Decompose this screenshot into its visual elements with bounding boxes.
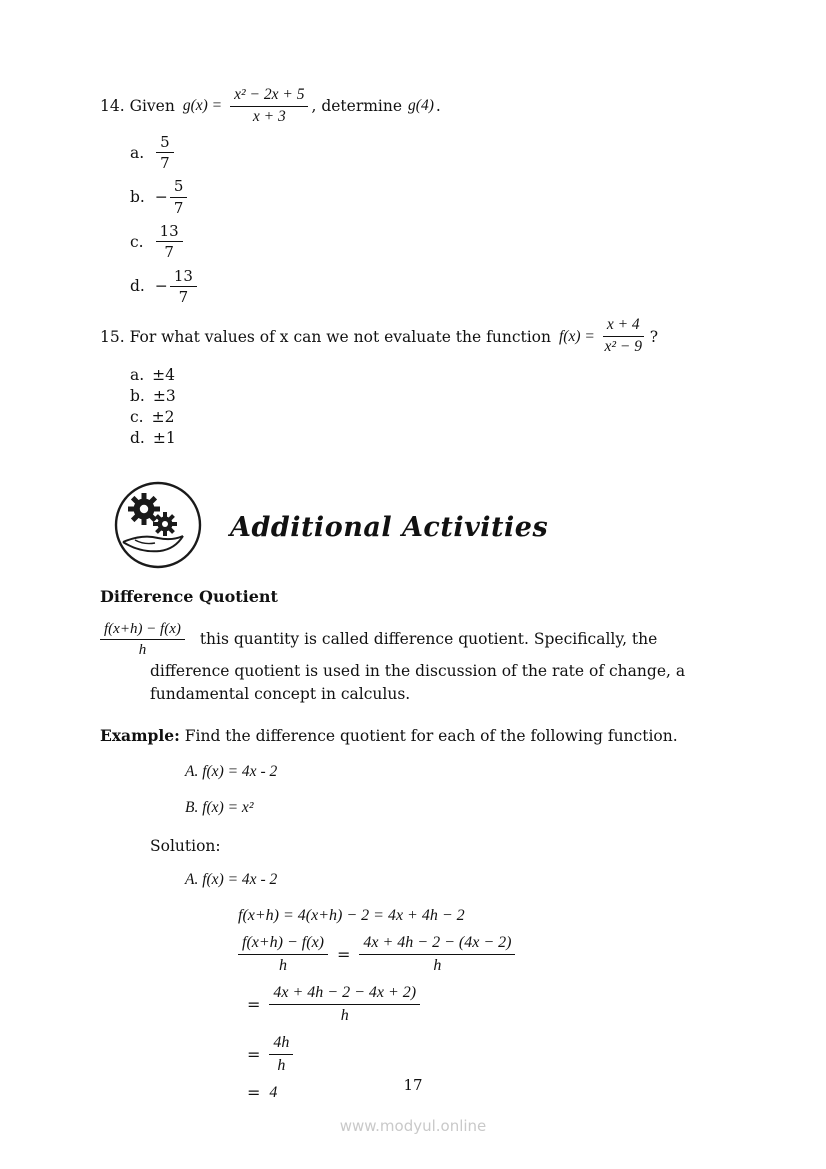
equals-sign: = [247, 1044, 261, 1064]
example-label: Example: [100, 726, 180, 746]
option-label: b. [130, 188, 145, 207]
option-value: ±2 [151, 408, 175, 426]
q14-prefix: 14. Given [100, 97, 175, 116]
fraction-numerator: 4x + 4h − 2 − (4x − 2) [359, 933, 515, 955]
difference-quotient-paragraph [104, 620, 734, 706]
q14-fraction [230, 86, 308, 127]
fraction-denominator: x² − 9 [604, 338, 643, 356]
example-item-a: A. f(x) = 4x - 2 [185, 763, 278, 781]
q14-mid-text: , determine [311, 97, 403, 116]
fraction-denominator: x + 3 [252, 107, 286, 125]
fraction-denominator: 7 [173, 198, 184, 217]
fraction-denominator: h [277, 1056, 286, 1074]
page-number: 17 [403, 1076, 423, 1094]
option-label: d. [130, 277, 145, 296]
option-label: b. [130, 387, 145, 405]
fraction-numerator: 4h [269, 1033, 293, 1055]
section-title: Additional Activities [230, 511, 549, 543]
option-fraction [170, 267, 197, 307]
difference-quotient-heading: Difference Quotient [100, 587, 278, 606]
derivation-line-2 [238, 933, 734, 975]
q14-option-b [130, 177, 734, 217]
option-fraction [156, 133, 174, 173]
solution-derivation [238, 907, 734, 1102]
additional-activities-header [100, 479, 734, 575]
q15-fraction [603, 316, 644, 357]
option-value: ±4 [152, 366, 176, 384]
derivation-line-3 [238, 983, 734, 1025]
q15-option-d [130, 428, 734, 449]
q14-option-d [130, 267, 734, 307]
option-value: ±1 [152, 429, 176, 447]
fraction-numerator: 5 [156, 133, 174, 153]
option-sign: − [154, 277, 168, 296]
q15-option-a [130, 365, 734, 386]
q15-option-b [130, 386, 734, 407]
question-14 [100, 86, 734, 127]
derivation-line-1: f(x+h) = 4(x+h) − 2 = 4x + 4h − 2 [238, 907, 465, 925]
derivation-result: 4 [269, 1083, 278, 1101]
equals-sign: = [247, 994, 261, 1014]
q15-function-lhs: f(x) = [559, 327, 595, 345]
q14-end: . [435, 97, 441, 116]
q15-options [130, 365, 734, 449]
question-15 [100, 316, 734, 357]
solution-item-a: A. f(x) = 4x - 2 [185, 871, 278, 889]
example-line [100, 726, 734, 745]
watermark: www.modyul.online [339, 1117, 487, 1135]
option-fraction [156, 222, 183, 262]
derivation-fraction [269, 1033, 293, 1075]
fraction-numerator: 5 [170, 177, 188, 197]
option-label: d. [130, 429, 145, 447]
q14-options [130, 133, 734, 306]
option-label: a. [130, 143, 145, 162]
option-label: c. [130, 408, 144, 426]
q15-option-c [130, 407, 734, 428]
option-sign: − [154, 188, 168, 207]
fraction-denominator: h [433, 956, 442, 974]
difference-quotient-fraction [100, 620, 185, 660]
example-item-b: B. f(x) = x² [185, 799, 254, 817]
q14-option-c [130, 222, 734, 262]
fraction-denominator: 7 [160, 154, 170, 173]
option-label: a. [130, 366, 145, 384]
fraction-numerator: x² − 2x + 5 [230, 86, 308, 107]
fraction-numerator: f(x+h) − f(x) [100, 620, 185, 640]
derivation-fraction [269, 983, 420, 1025]
q15-question-mark: ? [649, 327, 658, 346]
equals-sign: = [247, 1083, 261, 1103]
solution-label: Solution: [150, 837, 221, 856]
option-label: c. [130, 232, 144, 251]
option-fraction [170, 177, 188, 217]
derivation-fraction [238, 933, 328, 975]
example-text: Find the difference quotient for each of the following function. [184, 727, 678, 746]
fraction-numerator: f(x+h) − f(x) [238, 933, 328, 955]
q14-function-lhs: g(x) = [182, 97, 223, 115]
gears-in-hand-icon [112, 479, 204, 575]
fraction-denominator: 7 [164, 243, 174, 262]
derivation-fraction [359, 933, 515, 975]
q14-option-a [130, 133, 734, 173]
fraction-numerator: 4x + 4h − 2 − 4x + 2) [269, 983, 420, 1005]
fraction-denominator: h [340, 1006, 349, 1024]
option-value: ±3 [152, 387, 176, 405]
fraction-denominator: h [138, 642, 147, 659]
fraction-numerator: x + 4 [603, 316, 644, 337]
fraction-numerator: 13 [170, 267, 197, 287]
q14-g4: g(4) [408, 97, 434, 115]
equals-sign: = [337, 944, 351, 964]
fraction-denominator: 7 [178, 287, 189, 306]
difference-quotient-text: this quantity is called difference quotient. Specifically, the difference quotient is used in the discussion of the rate of change, a fundamental concept in calculus. [150, 629, 686, 703]
q15-prefix: 15. For what values of x can we not evaluate the function [100, 327, 551, 346]
fraction-numerator: 13 [156, 222, 183, 242]
derivation-line-4 [238, 1033, 734, 1075]
fraction-denominator: h [279, 956, 287, 974]
